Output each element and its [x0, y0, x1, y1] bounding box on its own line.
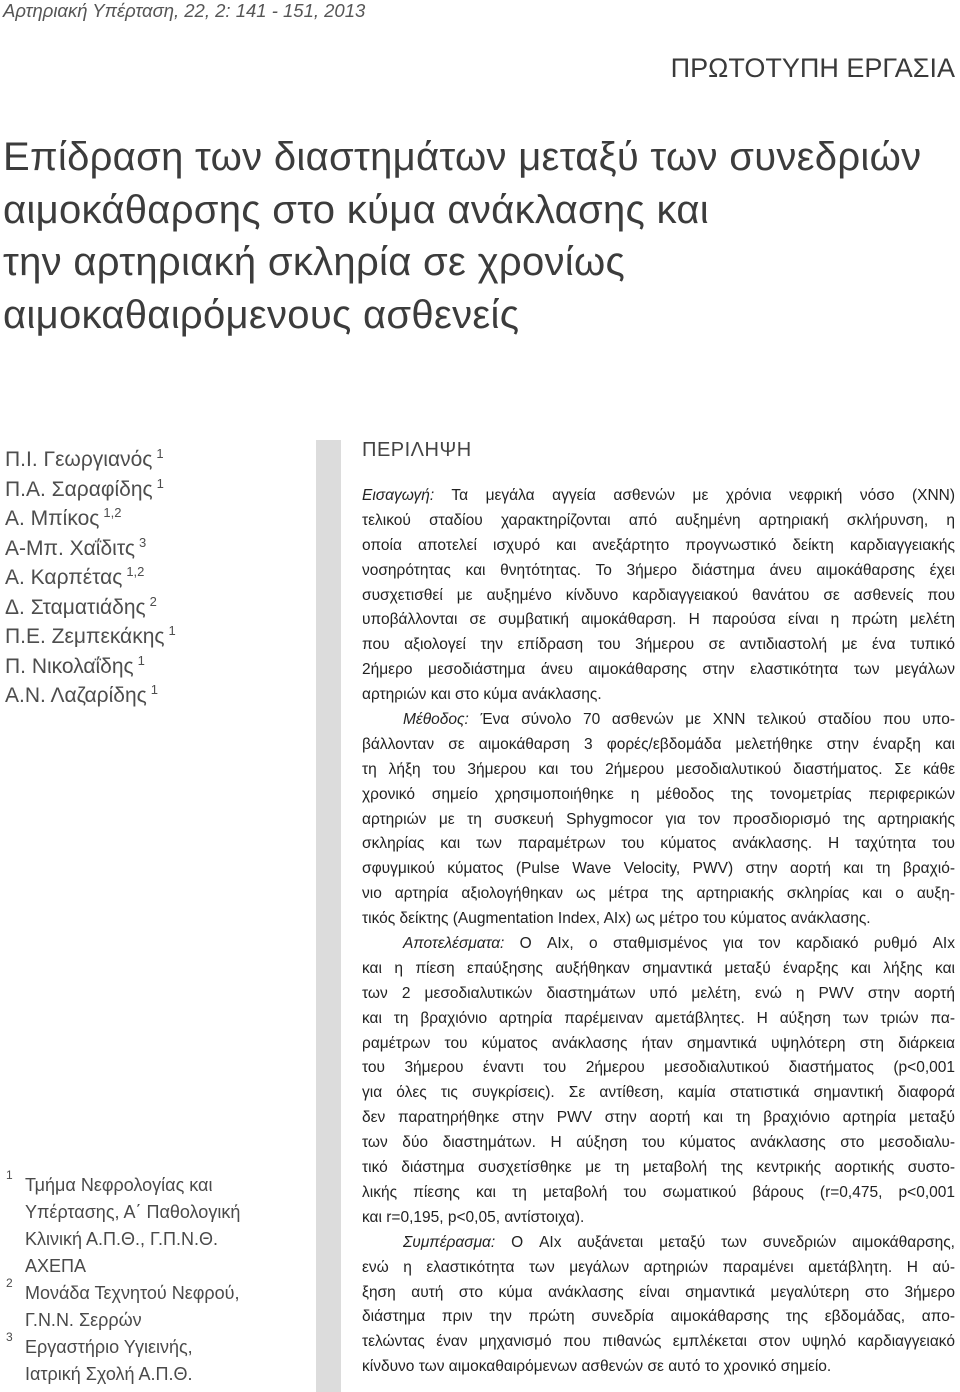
abstract-line: [362, 982, 955, 1007]
author: [5, 622, 305, 652]
abstract-line-text: οποία αποτελεί ισχυρό και ανεξάρτητο προγνωστικό δείκτη καρδιαγγειακής: [362, 536, 955, 554]
abstract-line: [362, 484, 955, 509]
abstract-line-text: υποβάλλονται σε συμβατική αιμοκάθαρση. Η παρούσα είναι η πρώτη μελέτη: [362, 611, 955, 629]
journal-citation: Αρτηριακή Υπέρταση, 22, 2: 141 - 151, 2013: [3, 0, 366, 21]
abstract-line: [362, 733, 955, 758]
affiliation-line: [0, 1361, 310, 1388]
abstract-line: [362, 882, 955, 907]
author: [5, 563, 305, 593]
abstract-line: [362, 932, 955, 957]
abstract-line: [362, 1281, 955, 1306]
author-list: [5, 445, 305, 711]
author-affiliation-sup: 3: [138, 534, 147, 550]
abstract-line-text: βάλλονταν σε αιμοκάθαρση 3 φορές/εβδομάδα μελετήθηκε στην έναρξη και: [362, 735, 955, 753]
abstract-line-text: αρτηριών και στο κύμα ανάκλασης.: [362, 686, 602, 704]
author: [5, 652, 305, 682]
abstract-line-text: που αξιολογεί την επίδραση του 3ήμερου σε αντιδιαστολή με ένα τυπικό: [362, 636, 955, 654]
affiliation-text: Τμήμα Νεφρολογίας και: [25, 1175, 213, 1195]
abstract-line-text: δεν παρατηρήθηκε στην PWV στην αορτή και τη βραχιόνιο αρτηρία μεταξύ: [362, 1109, 955, 1127]
abstract-line: [362, 1330, 955, 1355]
abstract-line: [362, 857, 955, 882]
abstract-line: [362, 509, 955, 534]
article-type: ΠΡΩΤΟΤΥΠΗ ΕΡΓΑΣΙΑ: [670, 53, 955, 83]
abstract-body: [362, 484, 955, 1380]
abstract-line: [362, 1305, 955, 1330]
abstract-line-text: για όλες τις συγκρίσεις). Σε αντίθεση, καμία στατιστικά σημαντική διαφορά: [362, 1084, 955, 1102]
abstract-line-text: Ο AIx αυξάνεται μεταξύ των συνεδριών αιμοκάθαρσης,: [495, 1233, 955, 1251]
abstract-line: [362, 1106, 955, 1131]
abstract-line-text: αρτηριών με τη συσκευή Sphygmocor για τον προσδιορισμό της αρτηριακής: [362, 810, 955, 828]
abstract-line: [362, 633, 955, 658]
affiliation-number: 1: [6, 1168, 13, 1182]
abstract-line-text: τικός δείκτης (Augmentation Index, AIx) ως μέτρο του κύματος ανάκλασης.: [362, 910, 871, 928]
abstract-line: [362, 608, 955, 633]
abstract-line: [362, 758, 955, 783]
author-affiliation-sup: 1: [156, 446, 164, 461]
abstract-line-text: ενώ η ελαστικότητα των μεγάλων αρτηριών παραμένει αμετάβλητη. Η αύ-: [362, 1258, 955, 1276]
author-affiliation-sup: 1: [150, 682, 159, 697]
affiliation-text: Κλινική Α.Π.Θ., Γ.Π.Ν.Θ.: [25, 1229, 218, 1249]
author-affiliation-sup: 2: [149, 593, 157, 609]
abstract-heading: ΠΕΡΙΛΗΨΗ: [362, 439, 472, 461]
abstract-line-text: συσχετισθεί με αυξημένο κίνδυνο καρδιαγγειακού θανάτου σε ασθενείς που: [362, 586, 955, 604]
author-name: Π.Α. Σαραφίδης: [5, 477, 153, 501]
column-divider-bar: [316, 440, 341, 1392]
abstract-line-text: τικό διάστημα συσχετίσθηκε με τη μεταβολή της κεντρικής αορτικής συστο-: [362, 1159, 955, 1177]
abstract-line-text: των 2 μεσοδιαλυτικών διαστημάτων υπό μελέτη, ενώ η PWV στην αορτή: [362, 984, 955, 1002]
abstract-line-text: και η πίεση επαύξησης αυξήθηκαν σημαντικά μεταξύ έναρξης και λήξης και: [362, 959, 955, 977]
affiliation-line: [0, 1276, 310, 1307]
abstract-line-text: ραμέτρων του κύματος ανάκλασης ήταν σημαντικά υψηλότερη στη διάρκεια: [362, 1034, 955, 1052]
author: [5, 534, 305, 564]
abstract-line: [362, 1156, 955, 1181]
abstract-line-text: λικής πίεσης και τη μεταβολή του σωματικού βάρους (r=0,475, p<0,001: [362, 1183, 955, 1201]
abstract-section-label: Εισαγωγή:: [362, 487, 435, 504]
abstract-line: [362, 832, 955, 857]
author-name: Π.Ε. Ζεμπεκάκης: [5, 625, 165, 648]
author-name: Α.Ν. Λαζαρίδης: [5, 684, 147, 707]
abstract-line-text: του 3ήμερου έναντι του 2ήμερου μεσοδιαλυτικού διαστήματος (p<0,001: [362, 1059, 955, 1077]
author: [5, 445, 305, 475]
abstract-line: [362, 957, 955, 982]
abstract-line: [362, 907, 955, 932]
affiliation-line: [0, 1226, 310, 1253]
abstract-line: [362, 1081, 955, 1106]
abstract-line: [362, 1256, 955, 1281]
abstract-line-text: χρονικό σημείο χρησιμοποιήθηκε η μέθοδος της τονομετρίας περιφερικών: [362, 785, 955, 803]
author-affiliation-sup: 1: [156, 475, 164, 491]
author-name: Α-Μπ. Χαΐδιτς: [5, 536, 135, 560]
abstract-line-text: τελικού σταδίου χαρακτηρίζονται από αυξημένη αρτηριακή σκλήρυνση, η: [362, 511, 955, 529]
affiliation-list: [0, 1168, 310, 1388]
abstract-line: [362, 1007, 955, 1032]
abstract-line: [362, 1032, 955, 1057]
abstract-section-label: Συμπέρασμα:: [403, 1233, 496, 1251]
abstract-line-text: Ο AIx, ο σταθμισμένος για τον καρδιακό ρυθμό AIx: [504, 935, 955, 953]
affiliation-text: Μονάδα Τεχνητού Νεφρού,: [25, 1283, 240, 1303]
affiliation-number: 3: [6, 1330, 13, 1344]
abstract-line: [362, 1056, 955, 1081]
author-name: Π. Νικολαΐδης: [5, 654, 134, 678]
abstract-line: [362, 683, 955, 708]
affiliation-number: 2: [6, 1276, 13, 1290]
title-line: Επίδραση των διαστημάτων μεταξύ των συνεδριών: [3, 135, 922, 179]
abstract-line-text: κίνδυνο των αιμοκαθαιρόμενων ασθενών σε αυτό το χρονικό σημείο.: [362, 1358, 832, 1376]
affiliation-text: Γ.Ν.Ν. Σερρών: [25, 1310, 142, 1330]
author-name: Δ. Σταματιάδης: [5, 595, 146, 619]
abstract-line-text: 2ήμερο μεσοδιάστημα άνευ αιμοκάθαρσης στην ελαστικότητα των μεγάλων: [362, 661, 955, 679]
abstract-line: [362, 783, 955, 808]
affiliation-text: Ιατρική Σχολή Α.Π.Θ.: [25, 1364, 193, 1384]
abstract-line-text: Ένα σύνολο 70 ασθενών με ΧΝΝ τελικού σταδίου που υπο-: [468, 711, 955, 729]
author-affiliation-sup: 1,2: [103, 505, 122, 520]
abstract-line-text: των δύο διαστημάτων. Η αύξηση του κύματος ανάκλασης στο μεσοδιαλυ-: [362, 1134, 955, 1152]
affiliation-text: Υπέρτασης, Α΄ Παθολογική: [25, 1202, 241, 1222]
abstract-line: [362, 559, 955, 584]
author-name: Π.Ι. Γεωργιανός: [5, 448, 153, 471]
title-line: αιμοκάθαρσης στο κύμα ανάκλασης και: [3, 187, 709, 232]
author: [5, 681, 305, 711]
abstract-line-text: σκληρίας και των παραμέτρων του κύματος ανάκλασης. Η ταχύτητα του: [362, 835, 955, 853]
abstract-line-text: νιο αρτηρία αξιολογήθηκαν ως μέτρα της αρτηριακής σκληρίας και ο αυξη-: [362, 885, 955, 903]
abstract-line: [362, 1181, 955, 1206]
abstract-section-label: Μέθοδος:: [403, 711, 469, 729]
author-name: Α. Καρπέτας: [5, 566, 123, 589]
abstract-line-text: διάστημα πριν την πρώτη συνεδρία αιμοκάθαρσης της εβδομάδας, απο-: [362, 1308, 955, 1326]
title-line: αιμοκαθαιρόμενους ασθενείς: [3, 293, 520, 338]
abstract-line: [362, 1355, 955, 1380]
author-affiliation-sup: 1: [137, 652, 145, 668]
abstract-line-text: και τη βραχιόνιο αρτηρία παρέμειναν αμετάβλητες. Η αύξηση των τριών πα-: [362, 1009, 955, 1027]
abstract-line: [362, 1231, 955, 1256]
affiliation-text: Εργαστήριο Υγιεινής,: [25, 1337, 193, 1357]
article-title: [3, 131, 957, 342]
author: [5, 504, 305, 534]
abstract-line: [362, 534, 955, 559]
author-affiliation-sup: 1: [168, 623, 176, 638]
affiliation-text: ΑΧΕΠΑ: [25, 1256, 87, 1276]
affiliation-line: [0, 1307, 310, 1334]
abstract-line: [362, 658, 955, 683]
title-line: την αρτηριακή σκληρία σε χρονίως: [3, 240, 626, 285]
affiliation-line: [0, 1199, 310, 1226]
abstract-line: [362, 1131, 955, 1156]
abstract-line: [362, 808, 955, 833]
abstract-line: [362, 584, 955, 609]
abstract-line-text: τη λήξη του 3ήμερου και του 2ήμερου μεσοδιαλυτικού διαστήματος. Σε κάθε: [362, 760, 955, 778]
abstract-line-text: ξηση αυτή στο κύμα ανάκλασης είναι σημαντικά μεγαλύτερη στο 3ήμερο: [362, 1283, 955, 1301]
abstract-line-text: Τα μεγάλα αγγεία ασθενών με χρόνια νεφρική νόσο (ΧΝΝ): [434, 487, 955, 504]
author-affiliation-sup: 1,2: [126, 564, 145, 579]
author: [5, 475, 305, 505]
affiliation-line: [0, 1253, 310, 1280]
abstract-line-text: νοσηρότητας και θνητότητας. Το 3ήμερο διάστημα άνευ αιμοκάθαρσης έχει: [362, 561, 955, 579]
abstract-line: [362, 1206, 955, 1231]
abstract-line-text: σφυγμικού κύματος (Pulse Wave Velocity, PWV) στην αορτή και τη βραχιό-: [362, 860, 955, 878]
author-name: Α. Μπίκος: [5, 507, 100, 530]
abstract-section-label: Αποτελέσματα:: [403, 935, 505, 953]
abstract-line-text: και r=0,195, p<0,05, αντίστοιχα).: [362, 1208, 585, 1226]
affiliation-line: [0, 1330, 310, 1361]
affiliation-line: [0, 1168, 310, 1199]
author: [5, 593, 305, 623]
abstract-line-text: τελώντας έναν μηχανισμό που πιθανώς εμπλέκεται στον υψηλό καρδιαγγειακό: [362, 1333, 955, 1351]
abstract-line: [362, 708, 955, 733]
